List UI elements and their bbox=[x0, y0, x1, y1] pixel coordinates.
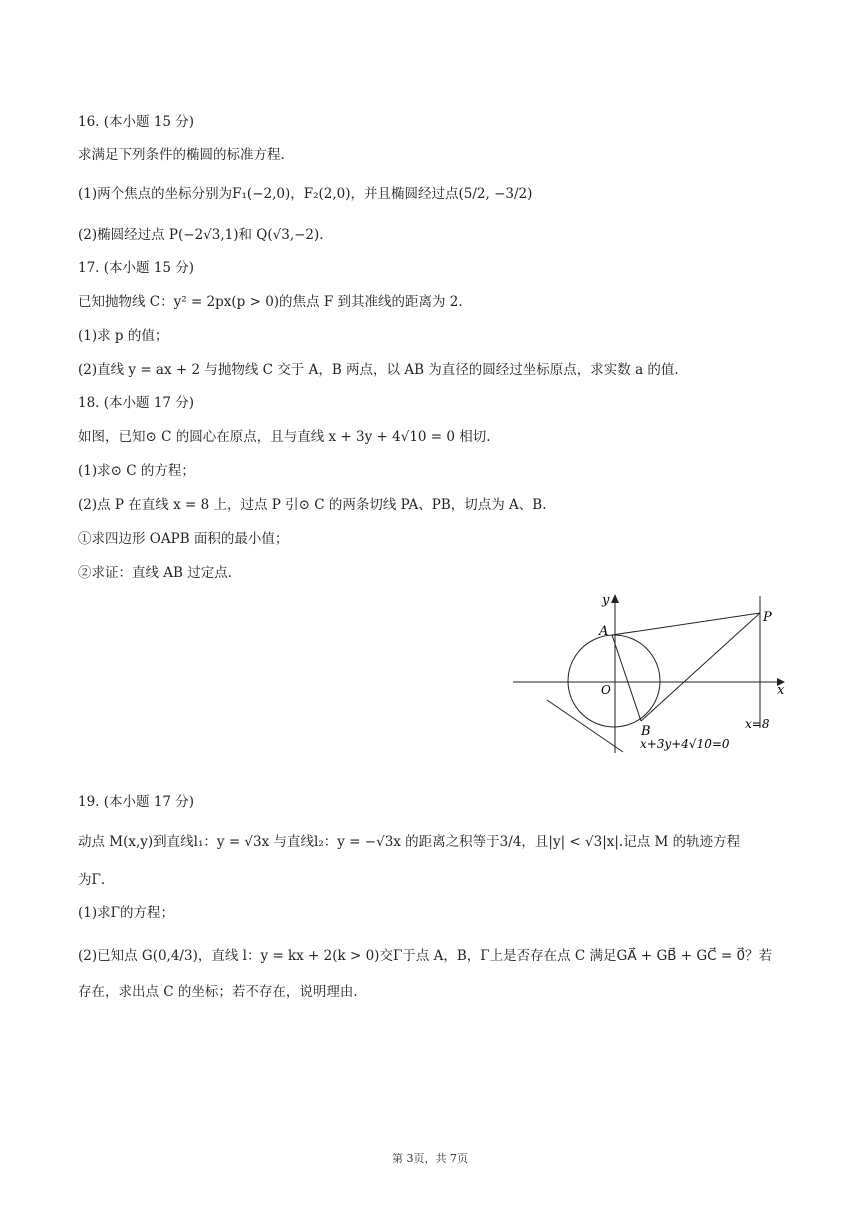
page-footer: 第 3页，共 7页 bbox=[392, 1152, 468, 1165]
y-axis-arrow bbox=[611, 594, 619, 603]
label-o: O bbox=[601, 683, 611, 697]
segment-ab bbox=[612, 635, 641, 721]
label-b: B bbox=[641, 724, 651, 739]
q19-stem-line2: 为Γ. bbox=[78, 872, 106, 888]
q18-sub2: ②求证：直线 AB 过定点. bbox=[78, 565, 233, 581]
q18-stem: 如图，已知⊙ C 的圆心在原点，且与直线 x + 3y + 4√10 = 0 相切. bbox=[78, 429, 491, 445]
q19-part1: (1)求Γ的方程； bbox=[78, 905, 174, 921]
segment-pb bbox=[641, 613, 760, 721]
q17-heading: 17. (本小题 15 分) bbox=[78, 260, 195, 276]
q19-part2-line2: 存在，求出点 C 的坐标；若不存在，说明理由. bbox=[78, 984, 358, 1000]
q18-part1: (1)求⊙ C 的方程； bbox=[78, 463, 195, 479]
label-tangent-eq: x+3y+4√10=0 bbox=[640, 737, 730, 751]
q16-part2: (2)椭圆经过点 P(−2√3,1)和 Q(√3,−2). bbox=[78, 227, 324, 243]
q16-part1: (1)两个焦点的坐标分别为F₁(−2,0)，F₂(2,0)，并且椭圆经过点(5/2, −3/2) bbox=[78, 186, 533, 202]
q17-stem: 已知抛物线 C：y² = 2px(p > 0)的焦点 F 到其准线的距离为 2. bbox=[78, 294, 463, 310]
q16-stem: 求满足下列条件的椭圆的标准方程. bbox=[78, 147, 285, 163]
tangent-line bbox=[547, 700, 623, 752]
segment-pa bbox=[612, 613, 760, 635]
label-y: y bbox=[602, 593, 610, 608]
q16-heading: 16. (本小题 15 分) bbox=[78, 114, 195, 130]
q19-heading: 19. (本小题 17 分) bbox=[78, 794, 195, 810]
q18-part2: (2)点 P 在直线 x = 8 上，过点 P 引⊙ C 的两条切线 PA、PB，切点为 A、B. bbox=[78, 497, 547, 513]
q18-figure bbox=[505, 588, 795, 763]
label-x: x bbox=[777, 683, 785, 698]
label-p: P bbox=[763, 610, 772, 625]
q18-heading: 18. (本小题 17 分) bbox=[78, 395, 195, 411]
q19-stem-line1: 动点 M(x,y)到直线l₁：y = √3x 与直线l₂：y = −√3x 的距离之积等于3/4，且|y| < √3|x|.记点 M 的轨迹方程 bbox=[78, 834, 741, 850]
q17-part1: (1)求 p 的值； bbox=[78, 328, 169, 344]
label-x8: x=8 bbox=[745, 717, 770, 731]
q18-sub1: ①求四边形 OAPB 面积的最小值； bbox=[78, 531, 289, 547]
label-a: A bbox=[599, 624, 609, 639]
q17-part2: (2)直线 y = ax + 2 与抛物线 C 交于 A，B 两点，以 AB 为直径的圆经过坐标原点，求实数 a 的值. bbox=[78, 362, 679, 378]
q19-part2-line1: (2)已知点 G(0,4/3)，直线 l：y = kx + 2(k > 0)交Γ于点 A，B，Γ上是否存在点 C 满足GA⃗ + GB⃗ + GC⃗ = 0⃗？若 bbox=[78, 948, 773, 964]
circle-c bbox=[568, 635, 660, 727]
